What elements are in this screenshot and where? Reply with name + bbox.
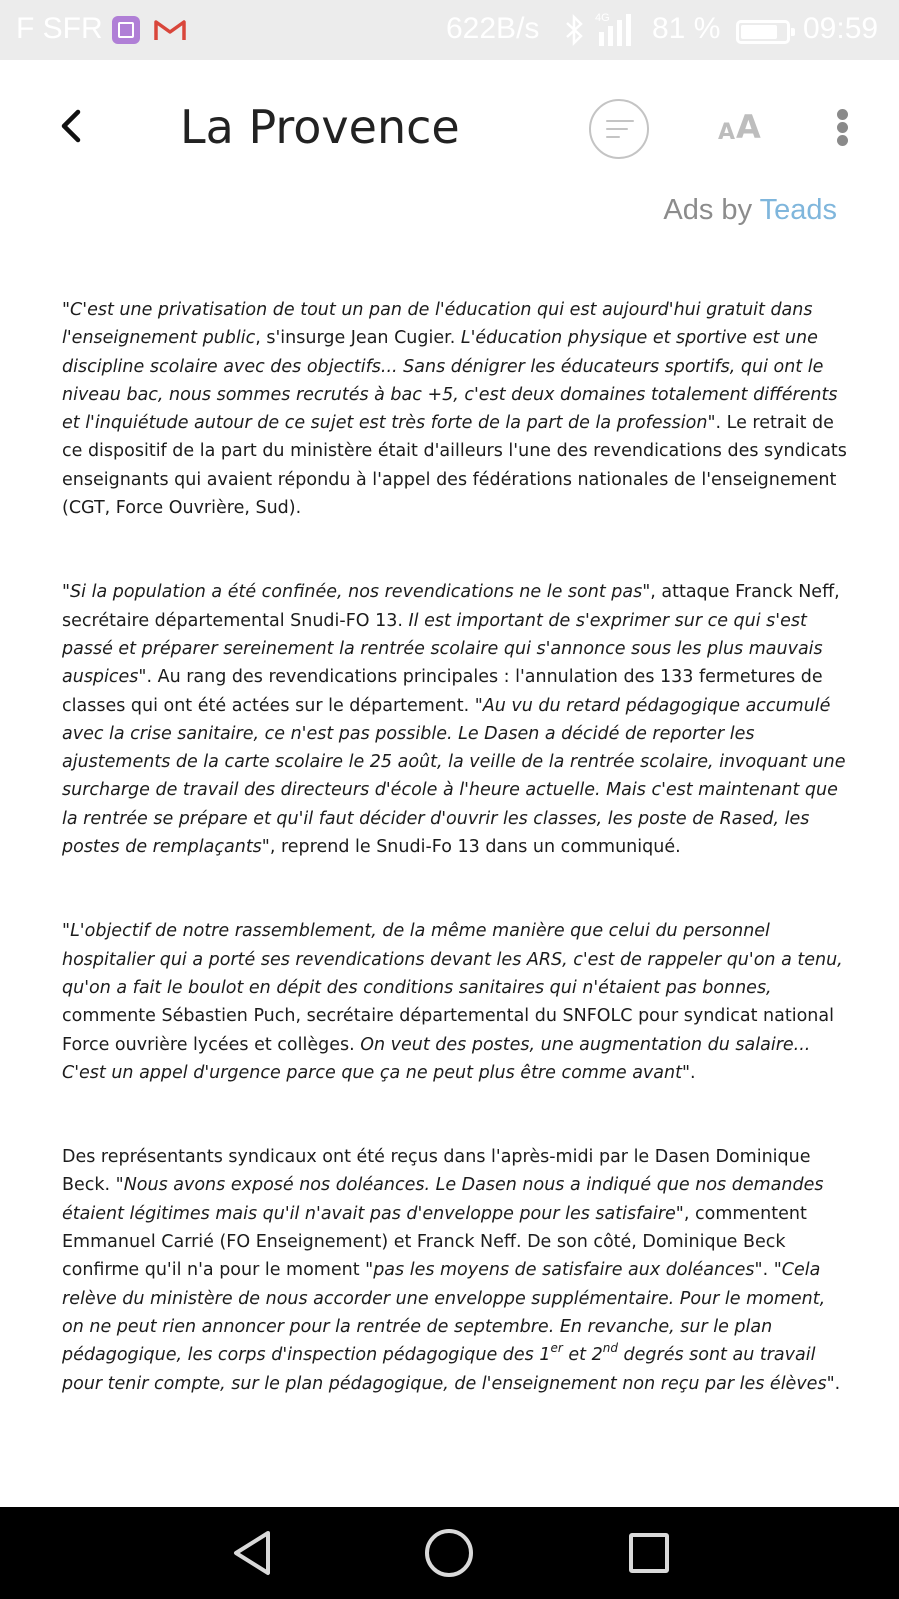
network-type-label: 4G bbox=[595, 12, 610, 24]
body-text: . bbox=[834, 1373, 841, 1394]
nav-recents-icon[interactable] bbox=[629, 1533, 669, 1573]
body-text: " bbox=[62, 921, 71, 942]
bluetooth-icon bbox=[562, 14, 586, 46]
carrier-name: F SFR bbox=[16, 12, 103, 45]
body-text: , reprend le Snudi-Fo 13 dans un communiqué. bbox=[269, 837, 681, 858]
text-size-small-glyph: A bbox=[718, 120, 736, 145]
quote-text: L'éducation physique et sportive est une discipline scolaire avec des objectifs... Sans dénigrer les éducateurs sportifs, qui ont le niveau bac, nous sommes recrutés à bac +5, c'est deux domaines totalement différents et l'inquiétude autour de ce sujet est très forte de la part de la profession" bbox=[62, 328, 838, 434]
body-text: . bbox=[762, 1260, 774, 1281]
quote-text: "Nous avons exposé nos doléances. Le Dasen nous a indiqué que nos demandes étaient légitimes mais qu'il n'avait pas d'enveloppe pour les satisfaire" bbox=[62, 1175, 824, 1224]
article-paragraph-2 bbox=[62, 578, 847, 861]
chevron-left-icon bbox=[64, 112, 78, 140]
quote-text: L'objectif de notre rassemblement, de la même manière que celui du personnel hospitalier qui a porté ses revendications devant les ARS, c'est de rappeler qu'on a tenu, qu'on a fait le boulot en dépit des conditions sanitaires qui n'étaient pas bonnes, bbox=[62, 921, 843, 998]
signal-icon bbox=[595, 10, 643, 48]
body-text: , s'insurge Jean Cugier. bbox=[255, 328, 461, 349]
body-text: . bbox=[690, 1062, 696, 1083]
battery-icon bbox=[736, 20, 790, 44]
more-options-button[interactable] bbox=[828, 104, 858, 150]
clock: 09:59 bbox=[803, 12, 879, 45]
body-text: Des représentants syndicaux ont été reçus dans l'après-midi par le Dasen Dominique Beck. bbox=[62, 1147, 811, 1196]
article-paragraph-1 bbox=[62, 296, 847, 522]
body-text: commente Sébastien Puch, secrétaire départemental du SNFOLC pour syndicat national Force ouvrière lycées et collèges. bbox=[62, 1006, 834, 1055]
quote-text: "C'est une privatisation de tout un pan de l'éducation qui est aujourd'hui gratuit dans l'enseignement public bbox=[62, 300, 813, 349]
article-paragraph-3 bbox=[62, 917, 847, 1087]
quote-text: "Au vu du retard pédagogique accumulé avec la crise sanitaire, ce n'est pas possible. Le Dasen a décidé de reporter les ajustements de la carte scolaire le 25 août, la veille de la rentrée scolaire, invoquant une surcharge de travail des directeurs d'école à l'heure actuelle. Mais c'est maintenant que la rentrée se prépare et qu'il faut décider d'ouvrir les classes, les poste de Rased, les postes de remplaçants" bbox=[62, 695, 846, 858]
vertical-dots-icon bbox=[837, 109, 848, 120]
quote-text: "Si la population a été confinée, nos revendications ne le sont pas" bbox=[62, 582, 651, 603]
ads-brand-link[interactable]: Teads bbox=[759, 194, 837, 226]
ordinal-suffix: er bbox=[550, 1341, 563, 1356]
gallery-icon bbox=[112, 16, 140, 44]
summary-button[interactable] bbox=[589, 99, 649, 159]
quote-text: "Cela relève du ministère de nous accorder une enveloppe supplémentaire. Pour le moment, on ne peut rien annoncer pour la rentrée de septembre. En revanche, sur le plan pédagogique, les corps d'inspection pédagogique des 1er et 2nd degrés sont au travail pour tenir compte, sur le plan pédagogique, de l'enseignement non reçu par les élèves" bbox=[62, 1260, 835, 1394]
network-speed: 622B/s bbox=[446, 12, 540, 45]
page-title: La Provence bbox=[180, 100, 460, 154]
article-paragraph-4 bbox=[62, 1143, 847, 1398]
quote-text: Il est important de s'exprimer sur ce qui s'est passé et préparer sereinement la rentrée scolaire qui s'annonce sous les plus mauvais auspices" bbox=[62, 610, 823, 688]
text-size-big-glyph: A bbox=[736, 108, 761, 146]
lines-circle-icon bbox=[606, 120, 634, 122]
quote-text: "pas les moyens de satisfaire aux doléances" bbox=[365, 1260, 763, 1281]
body-text: , attaque Franck Neff, secrétaire départemental Snudi-FO 13. bbox=[62, 582, 840, 631]
battery-percentage: 81 % bbox=[652, 12, 721, 45]
article-body bbox=[62, 296, 847, 1398]
ads-attribution bbox=[663, 194, 837, 227]
app-header bbox=[0, 60, 899, 226]
body-text: . Au rang des revendications principales : l'annulation des 133 fermetures de classes qui ont été actées sur le département. bbox=[62, 667, 823, 716]
status-bar bbox=[0, 0, 899, 60]
quote-text: On veut des postes, une augmentation du salaire... C'est un appel d'urgence parce que ça ne peut plus être comme avant" bbox=[62, 1034, 811, 1083]
system-nav-bar bbox=[0, 1507, 899, 1599]
back-button[interactable] bbox=[52, 104, 92, 148]
nav-home-icon[interactable] bbox=[425, 1529, 473, 1577]
nav-back-icon[interactable] bbox=[226, 1527, 278, 1579]
ordinal-suffix: nd bbox=[602, 1341, 618, 1356]
text-size-button[interactable] bbox=[716, 108, 766, 148]
body-text: , commentent Emmanuel Carrié (FO Enseignement) et Franck Neff. De son côté, Dominique Beck confirme qu'il n'a pour le moment bbox=[62, 1203, 807, 1281]
gmail-icon bbox=[154, 18, 186, 42]
ads-prefix: Ads by bbox=[663, 194, 760, 226]
body-text: . Le retrait de ce dispositif de la part du ministère était d'ailleurs l'une des revendications des syndicats enseignants qui avaient répondu à l'appel des fédérations nationales de l'enseignement (CGT, Force Ouvrière, Sud). bbox=[62, 413, 847, 519]
